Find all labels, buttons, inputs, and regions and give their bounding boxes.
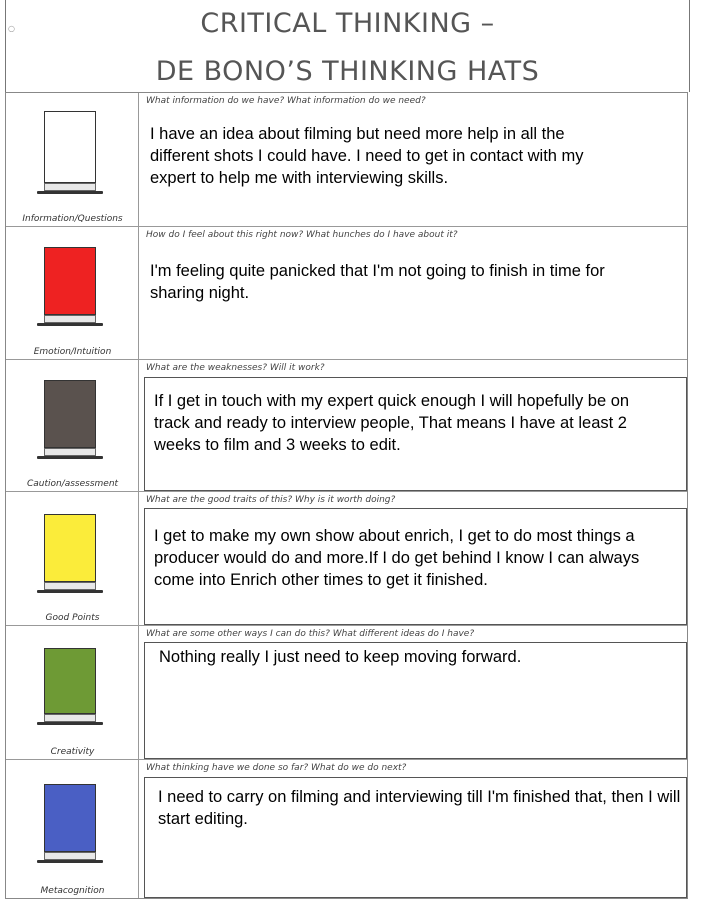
hat-label: Metacognition — [40, 886, 105, 896]
corner-mark: ○ — [8, 24, 15, 33]
hat-brim — [37, 590, 103, 593]
hat-label: Creativity — [50, 747, 95, 757]
yellow-hat-icon — [37, 514, 103, 594]
hat-cell — [6, 492, 139, 625]
hat-band — [44, 582, 96, 590]
answer-text[interactable]: I need to carry on filming and interviewing till I'm finished that, then I will start editing. — [158, 788, 681, 828]
hat-row-yellow — [6, 491, 687, 625]
hat-crown — [44, 247, 96, 315]
hat-band — [44, 448, 96, 456]
blue-hat-icon — [37, 784, 103, 864]
hat-crown — [44, 648, 96, 714]
title-line-2: DE BONO’S THINKING HATS — [155, 56, 540, 87]
hat-cell — [6, 760, 139, 898]
title-block — [5, 0, 690, 92]
prompt-question: What are the good traits of this? Why is it worth doing? — [146, 495, 396, 505]
hat-crown — [44, 514, 96, 582]
hat-brim — [37, 456, 103, 459]
hat-crown — [44, 380, 96, 448]
green-hat-icon — [37, 648, 103, 726]
hat-row-green — [6, 625, 687, 759]
hat-brim — [37, 323, 103, 326]
question-cell — [140, 760, 687, 898]
answer-text[interactable]: I have an idea about filming but need more help in all the different shots I could have. I need to get in contact with my expert to help me with interviewing skills. — [150, 125, 584, 187]
hat-band — [44, 183, 96, 191]
hat-band — [44, 714, 96, 722]
question-cell — [140, 360, 687, 491]
title-line-1: CRITICAL THINKING – — [200, 8, 495, 39]
hat-cell — [6, 93, 139, 226]
prompt-question: What are some other ways I can do this? What different ideas do I have? — [146, 629, 475, 639]
hat-label: Information/Questions — [22, 214, 123, 224]
answer-text[interactable]: If I get in touch with my expert quick enough I will hopefully be on track and ready to interview people, That means I have at least 2 weeks to film and 3 weeks to edit. — [154, 392, 630, 454]
hat-crown — [44, 784, 96, 852]
hat-band — [44, 852, 96, 860]
answer-text[interactable]: Nothing really I just need to keep moving forward. — [159, 648, 522, 666]
hat-label: Caution/assessment — [26, 479, 119, 489]
hat-row-black — [6, 359, 687, 491]
hat-cell — [6, 227, 139, 359]
hat-label: Emotion/Intuition — [33, 347, 112, 357]
prompt-question: How do I feel about this right now? What hunches do I have about it? — [146, 230, 458, 240]
question-cell — [140, 492, 687, 625]
hat-row-blue — [6, 759, 687, 898]
hat-brim — [37, 191, 103, 194]
hat-row-red — [6, 226, 687, 359]
prompt-question: What thinking have we done so far? What do we do next? — [146, 763, 407, 773]
hat-row-white — [6, 93, 687, 226]
hat-brim — [37, 860, 103, 863]
answer-text[interactable]: I'm feeling quite panicked that I'm not going to finish in time for sharing night. — [150, 262, 605, 302]
thinking-hats-table — [5, 92, 688, 899]
hat-label: Good Points — [45, 613, 100, 623]
question-cell — [140, 626, 687, 759]
question-cell — [140, 93, 687, 226]
hat-band — [44, 315, 96, 323]
prompt-question: What are the weaknesses? Will it work? — [146, 363, 325, 373]
black-hat-icon — [37, 380, 103, 460]
question-cell — [140, 227, 687, 359]
white-hat-icon — [37, 111, 103, 196]
red-hat-icon — [37, 247, 103, 327]
hat-cell — [6, 360, 139, 491]
prompt-question: What information do we have? What information do we need? — [146, 96, 426, 106]
hat-crown — [44, 111, 96, 183]
answer-text[interactable]: I get to make my own show about enrich, I get to do most things a producer would do and more.If I do get behind I know I can always come into Enrich other times to get it finished. — [154, 527, 640, 589]
hat-brim — [37, 722, 103, 725]
hat-cell — [6, 626, 139, 759]
